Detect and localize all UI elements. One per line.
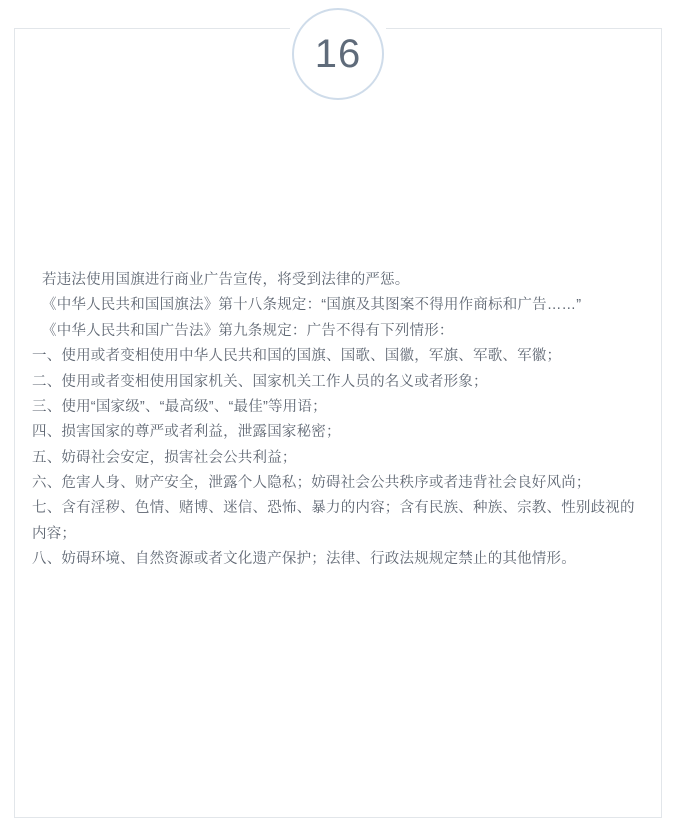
list-item: 三、使用“国家级”、“最高级”、“最佳”等用语； (32, 398, 327, 415)
law-reference-advertising-law: 《中华人民共和国广告法》第九条规定：广告不得有下列情形： (42, 322, 454, 339)
list-item: 四、损害国家的尊严或者利益，泄露国家秘密； (32, 424, 341, 441)
list-item: 八、妨碍环境、自然资源或者文化遗产保护；法律、行政法规规定禁止的其他情形。 (32, 551, 576, 568)
slide-number-badge (292, 8, 384, 100)
list-item: 二、使用或者变相使用国家机关、国家机关工作人员的名义或者形象； (32, 373, 488, 390)
slide-number-value: 16 (314, 32, 362, 76)
list-item: 五、妨碍社会安定，损害社会公共利益； (32, 449, 297, 466)
list-item: 一、使用或者变相使用中华人民共和国的国旗、国歌、国徽，军旗、军歌、军徽； (32, 348, 562, 365)
list-item: 六、危害人身、财产安全，泄露个人隐私；妨碍社会公共秩序或者违背社会良好风尚； (32, 475, 591, 491)
list-item: 七、含有淫秽、色情、赌博、迷信、恐怖、暴力的内容；含有民族、种族、宗教、性别歧视的内容； (32, 500, 635, 542)
law-reference-flag-law: 《中华人民共和国国旗法》第十八条规定：“国旗及其图案不得用作商标和广告……” (42, 297, 582, 314)
intro-paragraph: 若违法使用国旗进行商业广告宣传，将受到法律的严惩。 (42, 272, 410, 288)
